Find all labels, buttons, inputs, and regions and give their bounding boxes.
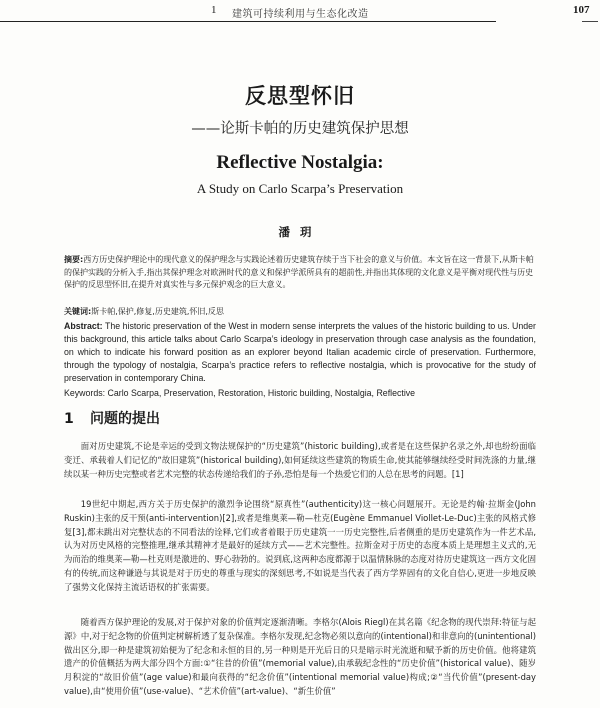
title-chinese: 反思型怀旧 (245, 84, 355, 108)
abstract-english-text: The historic preservation of the West in modern sense interprets the values of the historic building to us. Under this background, this article talks about Carlo Scarpa’s ideology in preservation through case analysis as the foundation, on which to indicate his forward position as an explorer beyond Italian academic circle of preservation. Furthermore, through the typology of nostalgia, Scarpa’s practice refers to reflective nostalgia, which is provocative for the study of preservation in contemporary China. (64, 321, 536, 383)
keywords-chinese (64, 306, 536, 319)
subtitle-english: A Study on Carlo Scarpa’s Preservation (196, 181, 404, 196)
abstract-chinese-text: 西方历史保护理论中的现代意义的保护理念与实践论述着历史建筑存续于当下社会的意义与价值。本文旨在这一背景下,从斯卡帕的保护实践的分析入手,指出其保护理念对欧洲时代的意义和保护学派所具有的超前性,并指出其体现的文化意义是平衡对现代性与历史保护的反思型怀旧,在提升对真实性与多元保护观念的巨大意义。 (64, 255, 534, 290)
title-english: Reflective Nostalgia: (216, 152, 384, 173)
page-number: 107 (573, 4, 590, 16)
keywords-chinese-label: 关键词: (64, 307, 92, 316)
chapter-title: 建筑可持续利用与生态化改造 (232, 9, 369, 20)
abstract-english (64, 320, 536, 385)
keywords-english-label: Keywords: (64, 388, 106, 398)
keywords-english-text: Carlo Scarpa, Preservation, Restoration, Historic building, Nostalgia, Reflective (107, 388, 416, 398)
section-heading (64, 408, 536, 428)
section-title: 问题的提出 (90, 411, 160, 427)
chapter-number: 1 (211, 4, 217, 16)
running-head (0, 4, 600, 22)
abstract-english-label: Abstract: (64, 321, 103, 331)
subtitle-chinese: ——论斯卡帕的历史建筑保护思想 (191, 121, 409, 137)
keywords-chinese-text: 斯卡帕,保护,修复,历史建筑,怀旧,反思 (91, 307, 224, 316)
header-rule (0, 21, 496, 22)
margin-mark (582, 21, 598, 22)
section-number: 1 (64, 411, 74, 427)
keywords-english (64, 387, 536, 400)
body-paragraph: 随着西方保护理论的发展,对于保护对象的价值判定逐渐清晰。李格尔(Alois Riegl)在其名篇《纪念物的现代崇拜:特征与起源》中,对于纪念物的价值判定树解析透了复杂保准。李格尔发现,纪念物必须以意向的(intentional)和非意向的(unintentional)做出区分,即一种是建筑初始便为了纪念和永恒的目的,另一种则是开光后日的只是暗示时光流逝和赋予新的历史价值。他将建筑遗产的价值概括为两大部分四个方面:①“往昔的价值”(memorial value),由承载纪念性的“历史价值”(historical value)、随岁月积淀的“故旧价值”(age value)和最向获得的“纪念价值”(intentional memorial value)构成;②“当代价值”(present-day value),由“使用价值”(use-value)、“艺术价值”(art-value)、“新生价值” (64, 617, 536, 696)
body-paragraph: 面对历史建筑,不论是幸运的受到文物法规保护的“历史建筑”(historic building),或者是在这些保护名录之外,却也纷纷面临变迁、承载着人们记忆的“故旧建筑”(historical building),如何延续这些建筑的物质生命,使其能够继续经受时间洗涤的力量,继续以某一种历史完整或者艺术完整的状态传递给我们的子孙,恐怕是每一个热爱它们的人总在思考的问题。[1] (64, 441, 536, 479)
abstract-chinese-label: 摘要: (64, 255, 84, 264)
abstract-chinese (64, 254, 536, 292)
author-name: 潘玥 (278, 225, 322, 239)
body-paragraph: 19世纪中期起,西方关于历史保护的激烈争论围绕“原真性”(authenticity)这一核心问题展开。无论是约翰·拉斯金(John Ruskin)主张的反干预(anti-intervention)[2],或者是维奥莱—勒—杜克(Eugène Emmanuel Viollet-Le-Duc)主张的风格式修复[3],都未跳出对完整状态的不同看法的诠释,它们或者着眼于历史建筑一一历史完整性,后者侧重的是历史建筑作为一件艺术品,认为对历史风格的完整推理,继承其精神才是最好的延续方式——艺术完整性。拉斯金对于历史的态度本质上是理想主义式的,无为而治的维奥莱—勒—杜克则是激进的、野心勃勃的。说到底,这两种态度都源于以温情脉脉的态度对待历史建筑这一西方文化固有的传统,而这种谦逊与其说是对于历史的尊重与现实的深刻思考,不如说是当代表了西方学界固有的文化自信心,更进一步地反映了强势文化保持主流话语权的扩张需要。 (64, 499, 536, 592)
